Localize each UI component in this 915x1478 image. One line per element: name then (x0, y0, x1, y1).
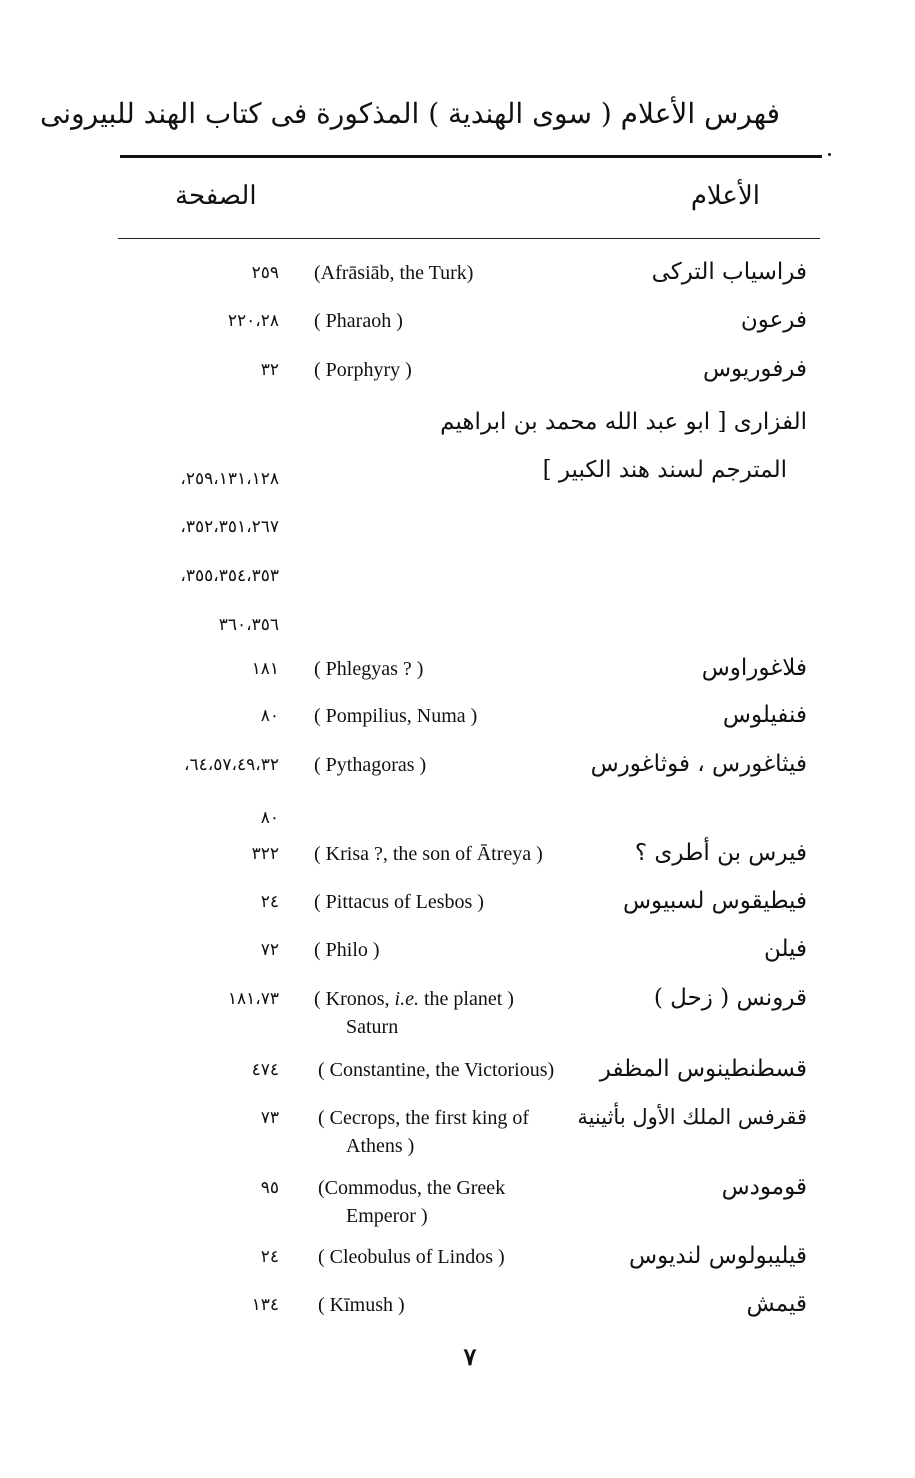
latin-name: ( Pittacus of Lesbos ) (314, 891, 484, 913)
page-numbers: ٣٦٠،٣٥٦ (218, 615, 279, 635)
arabic-name: ققرفس الملك الأول بأثينية (577, 1105, 807, 1129)
latin-name: ( Kīmush ) (318, 1294, 405, 1316)
page-numbers: ٣٥٥،٣٥٤،٣٥٣، (180, 566, 279, 586)
arabic-name: فرعون (740, 307, 807, 333)
page-numbers: ١٣٤ (251, 1295, 279, 1315)
index-entry (0, 1173, 915, 1227)
latin-name: (Commodus, the Greek (318, 1177, 506, 1199)
page-number-footer: ٧ (463, 1342, 477, 1371)
arabic-name: فيلن (763, 936, 807, 962)
page-title: فهرس الأعلام ( سوى الهندية ) المذكورة فى كتاب الهند للبيرونى (39, 97, 780, 130)
arabic-name: فرفوريوس (702, 356, 807, 382)
pages-column-header: الصفحة (175, 181, 257, 211)
index-entry (0, 984, 915, 1038)
latin-name-continued: Emperor ) (346, 1205, 428, 1227)
page-numbers: ٦٤،٥٧،٤٩،٣٢، (183, 755, 279, 775)
latin-name: ( Pharaoh ) (314, 310, 403, 332)
page-numbers: ١٨١ (251, 659, 279, 679)
page-numbers: ٢٢٠،٢٨ (227, 311, 279, 331)
arabic-name: فلاغوراوس (701, 655, 807, 681)
page-numbers: ١٨١،٧٣ (227, 989, 279, 1009)
page-numbers: ٣٢٢ (251, 844, 279, 864)
arabic-name: الفزارى [ ابو عبد الله محمد بن ابراهيم (440, 409, 807, 435)
page-numbers: ٤٧٤ (251, 1060, 279, 1080)
index-entry (0, 1103, 915, 1157)
names-column-header: الأعلام (690, 181, 760, 211)
index-entry (0, 1242, 915, 1272)
page-numbers: ٧٣ (260, 1108, 279, 1128)
index-entry (0, 654, 915, 684)
arabic-name-continued: المترجم لسند هند الكبير ] (542, 457, 787, 483)
index-entry (0, 306, 915, 336)
latin-italic: i.e. (394, 988, 419, 1010)
latin-name: ( Phlegyas ? ) (314, 658, 424, 680)
latin-name: ( Philo ) (314, 939, 380, 961)
page-numbers: ٩٥ (260, 1178, 279, 1198)
index-entry (0, 935, 915, 965)
page-numbers-line (0, 803, 915, 833)
latin-name-continued: Athens ) (346, 1135, 415, 1157)
page-numbers: ٨٠ (260, 706, 279, 726)
index-entry (0, 355, 915, 385)
latin-name: ( Pythagoras ) (314, 754, 427, 776)
index-entry (0, 1290, 915, 1320)
page-numbers: ٢٥٩،١٣١،١٢٨، (180, 469, 279, 489)
latin-name: ( Pompilius, Numa ) (314, 705, 478, 727)
arabic-name: قومودس (721, 1174, 807, 1200)
page-numbers: ٨٠ (260, 808, 279, 828)
page-numbers: ٢٤ (260, 892, 279, 912)
index-entry (0, 701, 915, 731)
latin-name: ( Constantine, the Victorious) (318, 1059, 555, 1081)
latin-name: ( Cecrops, the first king of (318, 1107, 530, 1129)
page-numbers: ٣٢ (260, 360, 279, 380)
arabic-name: فنفيلوس (722, 702, 807, 728)
page-numbers-line (0, 464, 915, 494)
page-numbers-line (0, 512, 915, 542)
page-numbers: ٣٥٢،٣٥١،٢٦٧، (180, 517, 279, 537)
rule-dot (828, 153, 831, 156)
latin-name: (Afrāsiāb, the Turk) (314, 262, 474, 284)
latin-name: ( Cleobulus of Lindos ) (318, 1246, 505, 1268)
latin-name: ( Kronos, i.e. the planet ) (314, 988, 514, 1010)
arabic-name: فيطيقوس لسبيوس (622, 888, 807, 914)
page-numbers-line (0, 561, 915, 591)
arabic-name: قيمش (746, 1291, 807, 1317)
page-numbers: ٧٢ (260, 940, 279, 960)
arabic-name: قرونس ( زحل ) (653, 985, 807, 1011)
latin-name: ( Krisa ?, the son of Ātreya ) (314, 843, 543, 865)
index-entry (0, 887, 915, 917)
latin-name-continued: Saturn (346, 1016, 399, 1038)
index-entry (0, 258, 915, 288)
arabic-name: فراسياب التركى (651, 259, 807, 285)
arabic-name: فيثاغورس ، فوثاغورس (590, 751, 807, 777)
index-entry (0, 750, 915, 780)
arabic-name: قسطنطينوس المظفر (599, 1056, 807, 1082)
arabic-name: فيرس بن أطرى ؟ (634, 840, 807, 866)
latin-name: ( Porphyry ) (314, 359, 412, 381)
header-rule (118, 238, 820, 239)
arabic-name: قيليبولوس لنديوس (629, 1243, 807, 1269)
index-entry (0, 839, 915, 869)
page-numbers: ٢٤ (260, 1247, 279, 1267)
index-entry (0, 1055, 915, 1085)
title-rule (120, 155, 822, 158)
page-numbers: ٢٥٩ (251, 263, 279, 283)
page-numbers-line (0, 610, 915, 640)
